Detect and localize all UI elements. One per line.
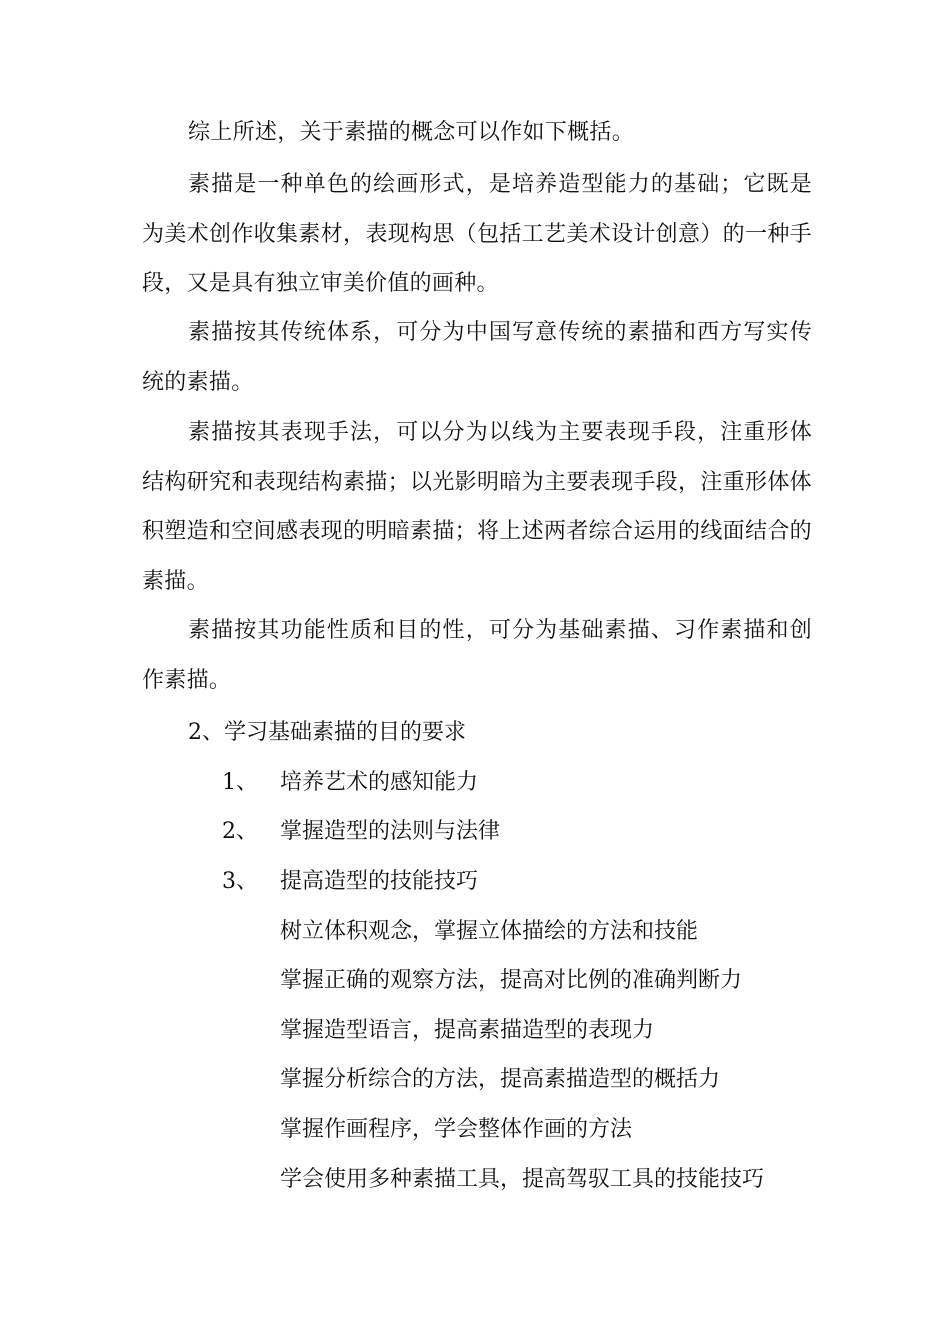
paragraph-technique: 素描按其表现手法，可以分为以线为主要表现手段，注重形体结构研究和表现结构素描；以光影明暗为主要表现手段，注重形体体积塑造和空间感表现的明暗素描；将上述两者综合运用的线面结合的素描。: [142, 420, 812, 594]
numbered-item: [222, 768, 478, 798]
section-heading: 2、学习基础素描的目的要求: [188, 720, 466, 745]
sub-item: 掌握分析综合的方法，提高素描造型的概括力: [280, 1067, 721, 1092]
numbered-item: [222, 817, 500, 847]
item-number: 2、: [222, 819, 258, 844]
paragraph-definition: 素描是一种单色的绘画形式，是培养造型能力的基础；它既是为美术创作收集素材，表现构思（包括工艺美术设计创意）的一种手段，又是具有独立审美价值的画种。: [142, 172, 812, 296]
numbered-item: [222, 867, 478, 897]
item-text: 提高造型的技能技巧: [280, 869, 479, 894]
item-number: 1、: [222, 770, 258, 795]
sub-item: 掌握造型语言，提高素描造型的表现力: [280, 1018, 655, 1043]
sub-item: 学会使用多种素描工具，提高驾驭工具的技能技巧: [280, 1167, 765, 1192]
item-number: 3、: [222, 869, 258, 894]
paragraph-tradition: 素描按其传统体系，可分为中国写意传统的素描和西方写实传统的素描。: [142, 320, 812, 395]
paragraph-summary: 综上所述，关于素描的概念可以作如下概括。: [188, 120, 635, 145]
sub-item: 掌握正确的观察方法，提高对比例的准确判断力: [280, 968, 743, 993]
item-text: 掌握造型的法则与法律: [280, 819, 501, 844]
sub-item: 树立体积观念，掌握立体描绘的方法和技能: [280, 919, 699, 944]
item-text: 培养艺术的感知能力: [280, 770, 479, 795]
paragraph-function: 素描按其功能性质和目的性，可分为基础素描、习作素描和创作素描。: [142, 618, 812, 693]
sub-item: 掌握作画程序，学会整体作画的方法: [280, 1117, 633, 1142]
